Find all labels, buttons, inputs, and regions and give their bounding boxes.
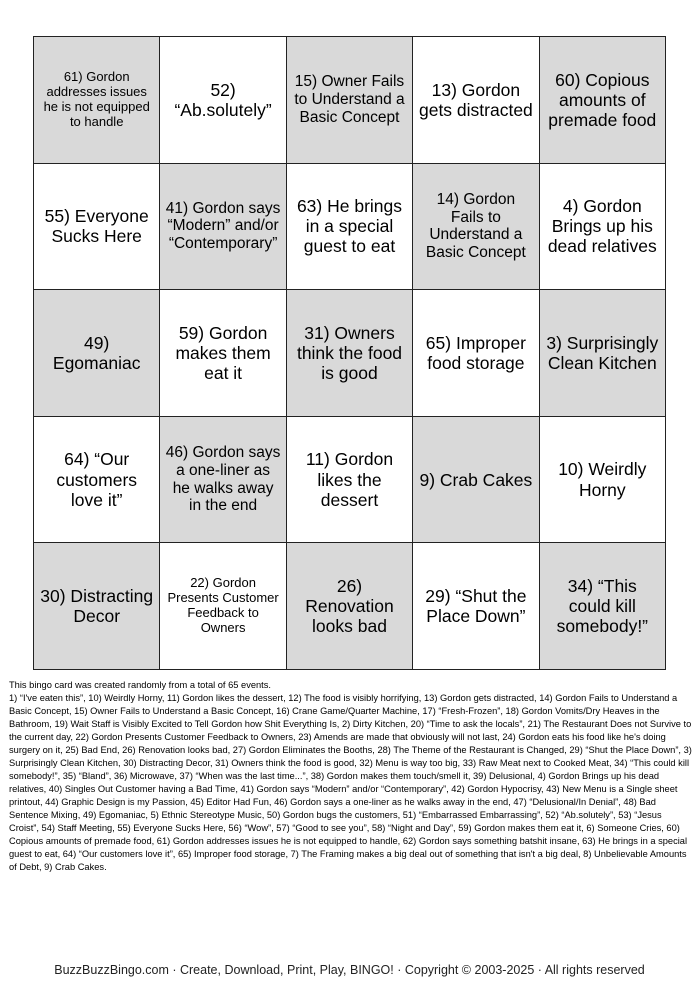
bingo-grid	[33, 36, 666, 670]
bingo-cell-r1c1	[34, 37, 160, 164]
bingo-cell-text: 55) Everyone Sucks Here	[44, 206, 149, 247]
bingo-cell-r5c1	[34, 543, 160, 670]
bingo-cell-r1c2	[160, 37, 286, 164]
bingo-cell-r3c1	[34, 290, 160, 417]
bingo-cell-r3c4	[413, 290, 539, 417]
bingo-cell-text: 14) Gordon Fails to Understand a Basic Concept	[425, 190, 526, 262]
event-list-body: 1) “I've eaten this”, 10) Weirdly Horny, 11) Gordon likes the dessert, 12) The food is visibly horrifying, 13) Gordon gets distracted, 14) Gordon Fails to Understand a Basic Concept, 15) Owner Fails to Understand a Basic Concept, 16) Crane Game/Quarter Machine, 17) “Fresh-Frozen”, 18) Gordon Vomits/Dry Heaves in the Bathroom, 19) Wait Staff is Visibly Excited to Tell Gordon how Shit Everything Is, 2) Dirty Kitchen, 20) “Time to ask the locals”, 21) The Restaurant Does not Survive to the current day, 22) Gordon Presents Customer Feedback to Owners, 23) Amends are made that obviously will not last, 24) Gordon eats his food like he's doing surgery on it, 25) Bad End, 26) Renovation looks bad, 27) Gordon Eliminates the Booths, 28) The Theme of the Restaurant is Changed, 29) “Shut the Place Down”, 3) Surprisingly Clean Kitchen, 30) Distracting Decor, 31) Owners think the food is good, 32) Menu is way too big, 33) Raw Meat next to Cooked Meat, 34) “This could kill somebody!”, 35) “Bland”, 36) Microwave, 37) “When was the last time...”, 38) Gordon makes them touch/smell it, 39) Delusional, 4) Gordon Brings up his dead relatives, 40) Singles Out Customer having a Bad Time, 41) Gordon says “Modern” and/or “Contemporary”, 42) Gordon Hypocrisy, 43) New Menu is a Single sheet printout, 44) Graphic Design is my Passion, 45) Editor Had Fun, 46) Gordon says a one-liner as he walks away in the end, 47) “Delusional/In Denial”, 48) Bad Sentence Mixing, 49) Egomaniac, 5) Ethnic Stereotype Music, 50) Gordon bugs the customers, 51) “Embarrassed Embarrassing”, 52) “Ab.solutely”, 53) “Jesus Croist”, 54) Staff Meeting, 55) Everyone Sucks Here, 56) “Wow”, 57) “Good to see you”, 58) “Night and Day”, 59) Gordon makes them eat it, 6) Someone Cries, 60) Copious amounts of premade food, 61) Gordon addresses issues he is not equipped to handle, 62) Gordon says something batshit insane, 63) He brings in a special guest to eat, 64) “Our customers love it”, 65) Improper food storage, 7) The Framing makes a big deal out of something that isn't a big deal, 8) Unbelievable Amounts of Debt, 9) Crab Cakes.	[9, 693, 692, 872]
bingo-cell-text: 31) Owners think the food is good	[296, 322, 403, 384]
bingo-cell-text: 65) Improper food storage	[425, 332, 526, 373]
bingo-cell-r5c4	[413, 543, 539, 670]
event-list-intro: This bingo card was created randomly from a total of 65 events.	[9, 680, 271, 690]
bingo-cell-r4c2	[160, 417, 286, 544]
bingo-cell-text: 26) Renovation looks bad	[305, 576, 394, 637]
bingo-cell-r1c4	[413, 37, 539, 164]
bingo-cell-text: 13) Gordon gets distracted	[418, 79, 533, 120]
bingo-cell-text: 15) Owner Fails to Understand a Basic Concept	[294, 73, 405, 126]
bingo-cell-text: 49) Egomaniac	[52, 332, 141, 373]
bingo-cell-text: 30) Distracting Decor	[40, 586, 154, 627]
bingo-cell-text: 29) “Shut the Place Down”	[425, 586, 527, 627]
bingo-cell-r4c1	[34, 417, 160, 544]
bingo-cell-r3c5	[540, 290, 666, 417]
bingo-cell-text: 64) “Our customers love it”	[56, 449, 138, 510]
bingo-cell-r2c2	[160, 164, 286, 291]
bingo-cell-text: 9) Crab Cakes	[419, 469, 533, 490]
bingo-cell-r2c5	[540, 164, 666, 291]
bingo-cell-text: 61) Gordon addresses issues he is not equipped to handle	[43, 68, 150, 129]
bingo-cell-text: 59) Gordon makes them eat it	[175, 322, 271, 384]
bingo-cell-r2c4	[413, 164, 539, 291]
bingo-cell-r3c3	[287, 290, 413, 417]
bingo-cell-r5c5	[540, 543, 666, 670]
bingo-cell-r4c3	[287, 417, 413, 544]
bingo-cell-r3c2	[160, 290, 286, 417]
bingo-cell-r4c5	[540, 417, 666, 544]
bingo-cell-text: 41) Gordon says “Modern” and/or “Contemporary”	[165, 199, 281, 253]
bingo-cell-r2c3	[287, 164, 413, 291]
bingo-cell-r5c3	[287, 543, 413, 670]
bingo-cell-r1c5	[540, 37, 666, 164]
bingo-cell-text: 3) Surprisingly Clean Kitchen	[546, 332, 659, 373]
bingo-cell-r2c1	[34, 164, 160, 291]
bingo-cell-text: 4) Gordon Brings up his dead relatives	[547, 196, 657, 257]
copyright-line: BuzzBuzzBingo.com · Create, Download, Print, Play, BINGO! · Copyright © 2003-2025 · All rights reserved	[54, 963, 645, 977]
bingo-cell-r1c3	[287, 37, 413, 164]
bingo-cell-text: 52) “Ab.solutely”	[174, 79, 272, 120]
event-list	[9, 679, 693, 874]
bingo-cell-text: 11) Gordon likes the dessert	[305, 449, 394, 510]
bingo-cell-text: 34) “This could kill somebody!”	[556, 576, 649, 637]
bingo-cell-r4c4	[413, 417, 539, 544]
bingo-cell-r5c2	[160, 543, 286, 670]
bingo-cell-text: 46) Gordon says a one-liner as he walks away in the end	[165, 443, 281, 515]
bingo-cell-text: 22) Gordon Presents Customer Feedback to Owners	[167, 575, 279, 636]
bingo-cell-text: 60) Copious amounts of premade food	[548, 69, 657, 130]
bingo-cell-text: 10) Weirdly Horny	[558, 459, 647, 500]
bingo-cell-text: 63) He brings in a special guest to eat	[296, 196, 403, 257]
